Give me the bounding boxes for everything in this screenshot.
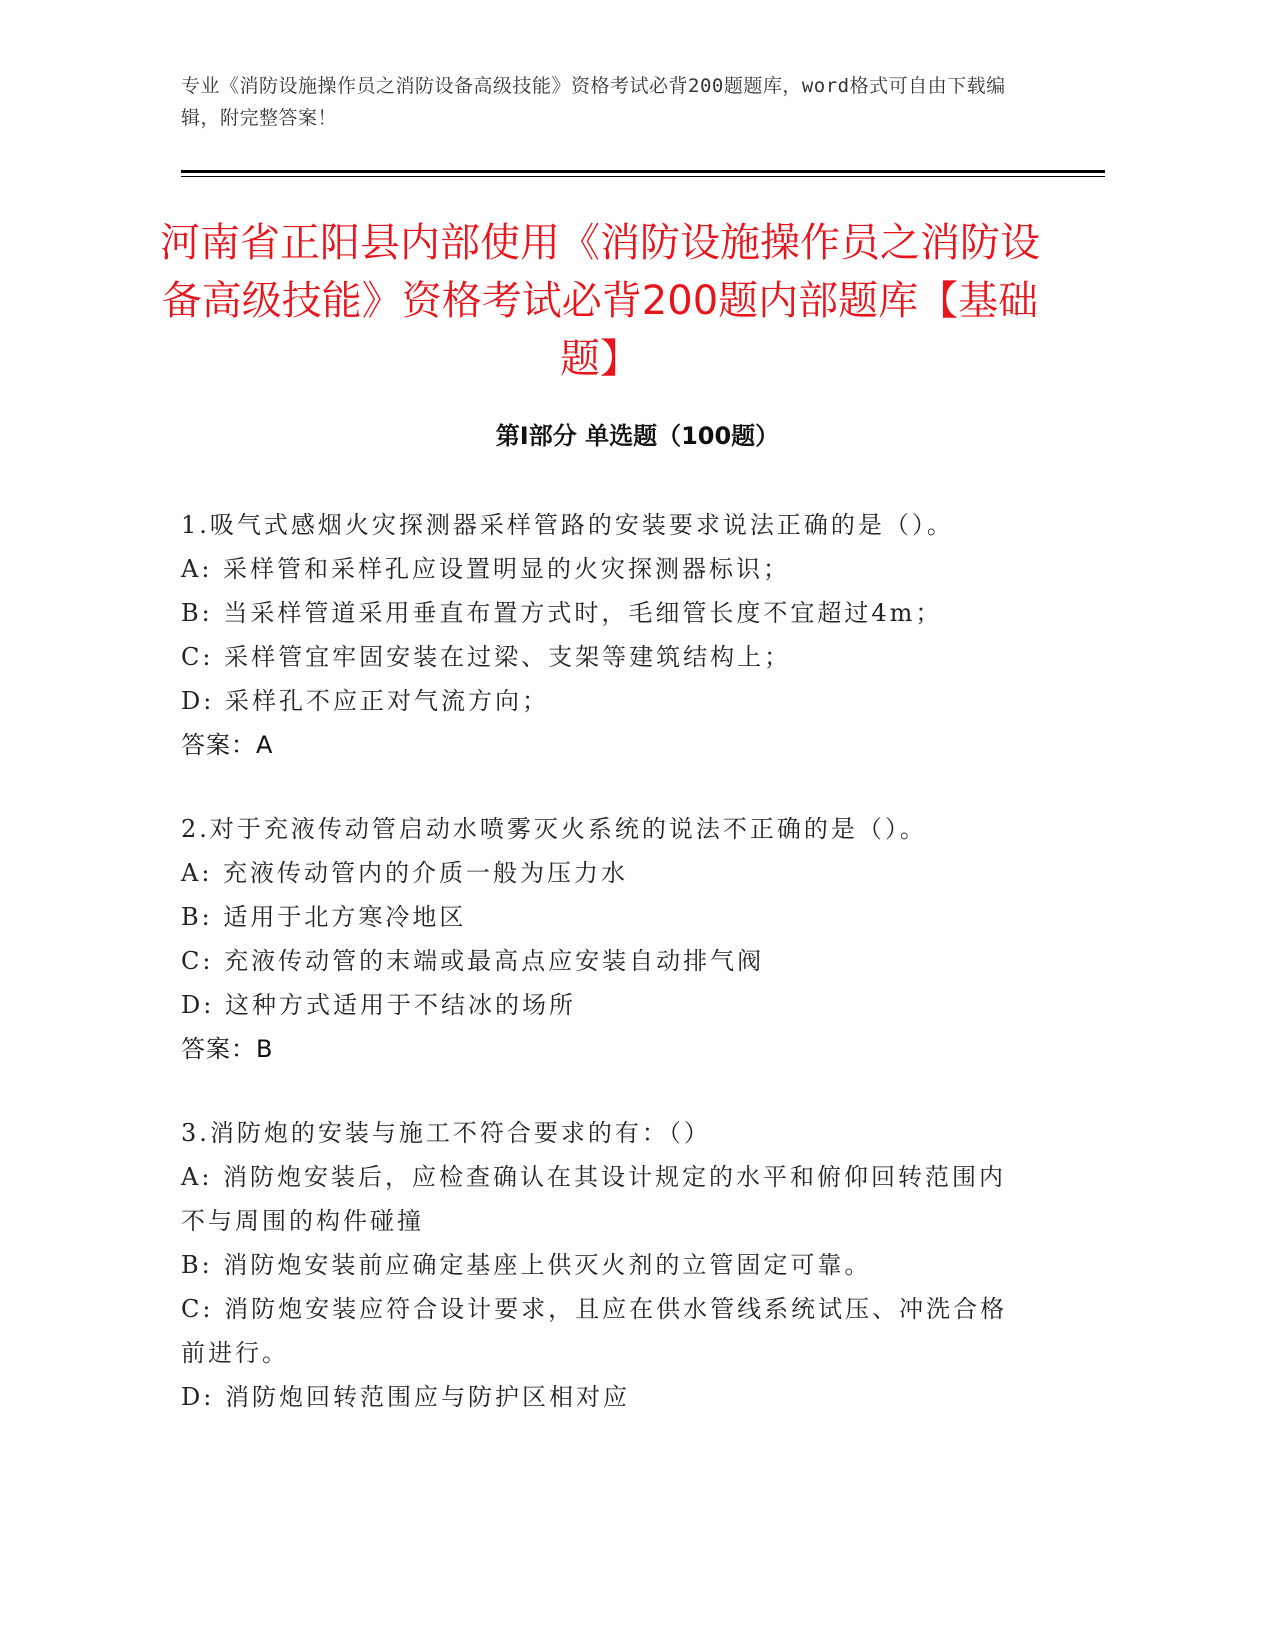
answer: 答案：A [181, 731, 274, 759]
option-b: B: 适用于北方寒冷地区 [181, 903, 467, 931]
option-c: C: 消防炮安装应符合设计要求，且应在供水管线系统试压、冲洗合格前进行。 [181, 1295, 1008, 1367]
option-a: A: 消防炮安装后，应检查确认在其设计规定的水平和俯仰回转范围内不与周围的构件碰撞 [181, 1163, 1007, 1235]
answer: 答案：B [181, 1035, 274, 1063]
option-d: D: 采样孔不应正对气流方向； [181, 687, 549, 715]
option-b: B: 当采样管道采用垂直布置方式时，毛细管长度不宜超过4m； [181, 599, 943, 627]
option-c: C: 充液传动管的末端或最高点应安装自动排气阀 [181, 947, 765, 975]
question-stem: 2.对于充液传动管启动水喷雾灭火系统的说法不正确的是（）。 [181, 815, 927, 843]
option-a: A: 采样管和采样孔应设置明显的火灾探测器标识； [181, 555, 791, 583]
question-3 [181, 1111, 1031, 1419]
option-c: C: 采样管宜牢固安装在过梁、支架等建筑结构上； [181, 643, 792, 671]
document-title: 河南省正阳县内部使用《消防设施操作员之消防设备高级技能》资格考试必背200题内部题库【基础题】 [160, 220, 1040, 382]
option-d: D: 这种方式适用于不结冰的场所 [181, 991, 576, 1019]
header-rule-thin [181, 176, 1105, 177]
question-stem: 3.消防炮的安装与施工不符合要求的有：（） [181, 1119, 711, 1147]
question-1 [181, 503, 1031, 767]
question-list [181, 503, 1031, 1459]
option-d: D: 消防炮回转范围应与防护区相对应 [181, 1383, 630, 1411]
section-heading: 第I部分 单选题（100题） [495, 422, 780, 450]
header-rule-thick [181, 170, 1105, 173]
question-stem: 1.吸气式感烟火灾探测器采样管路的安装要求说法正确的是（）。 [181, 511, 954, 539]
option-b: B: 消防炮安装前应确定基座上供灭火剂的立管固定可靠。 [181, 1251, 872, 1279]
question-2 [181, 807, 1031, 1071]
option-a: A: 充液传动管内的介质一般为压力水 [181, 859, 629, 887]
header-note: 专业《消防设施操作员之消防设备高级技能》资格考试必背200题题库，word格式可自由下载编辑，附完整答案！ [181, 75, 1006, 129]
